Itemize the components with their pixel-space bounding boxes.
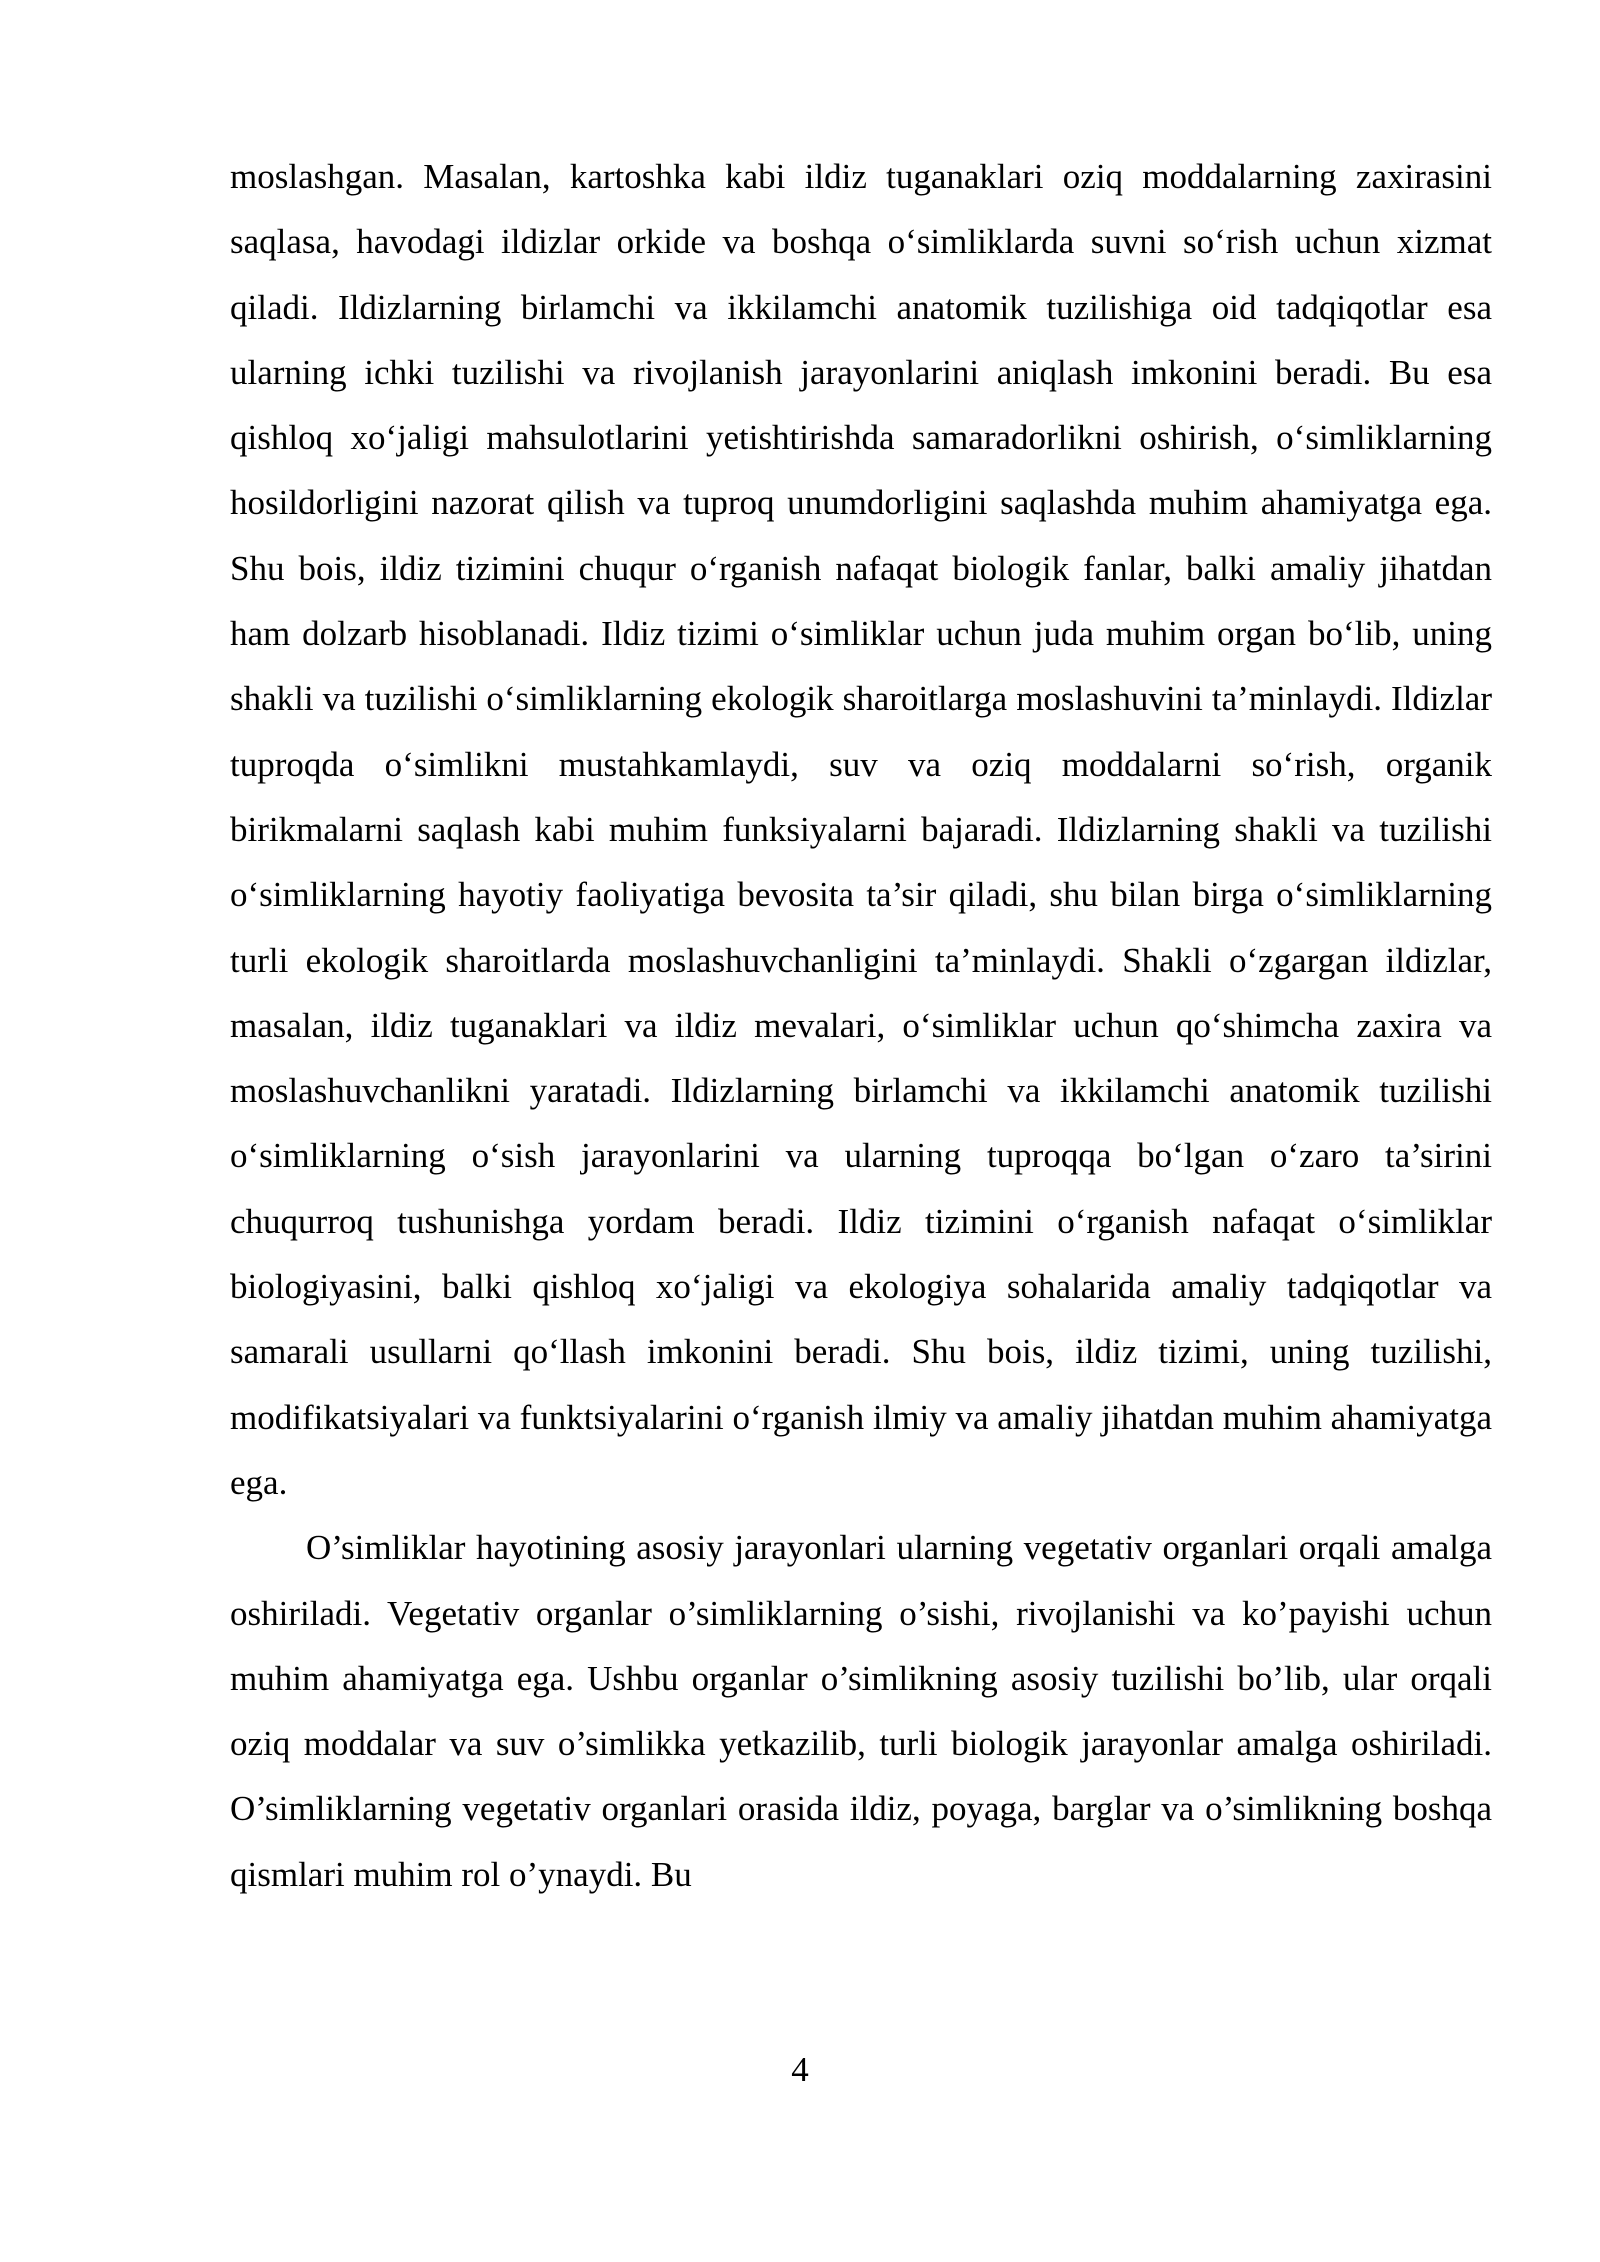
body-text xyxy=(230,144,1492,1907)
paragraph-2: O’simliklar hayotining asosiy jarayonlari ularning vegetativ organlari orqali amalga oshiriladi. Vegetativ organlar o’simliklarning o’sishi, rivojlanishi va ko’payishi uchun muhim ahamiyatga ega. Ushbu organlar o’simlikning asosiy tuzilishi bo’lib, ular orqali oziq moddalar va suv o’simlikka yetkazilib, turli biologik jarayonlar amalga oshiriladi. O’simliklarning vegetativ organlari orasida ildiz, poyaga, barglar va o’simlikning boshqa qismlari muhim rol o’ynaydi. Bu xyxy=(230,1528,1492,1894)
paragraph-1: moslashgan. Masalan, kartoshka kabi ildiz tuganaklari oziq moddalarning zaxirasini saqlasa, havodagi ildizlar orkide va boshqa o‘simliklarda suvni so‘rish uchun xizmat qiladi. Ildizlarning birlamchi va ikkilamchi anatomik tuzilishiga oid tadqiqotlar esa ularning ichki tuzilishi va rivojlanish jarayonlarini aniqlash imkonini beradi. Bu esa qishloq xo‘jaligi mahsulotlarini yetishtirishda samaradorlikni oshirish, o‘simliklarning hosildorligini nazorat qilish va tuproq unumdorligini saqlashda muhim ahamiyatga ega. Shu bois, ildiz tizimini chuqur o‘rganish nafaqat biologik fanlar, balki amaliy jihatdan ham dolzarb hisoblanadi. Ildiz tizimi o‘simliklar uchun juda muhim organ bo‘lib, uning shakli va tuzilishi o‘simliklarning ekologik sharoitlarga moslashuvini ta’minlaydi. Ildizlar tuproqda o‘simlikni mustahkamlaydi, suv va oziq moddalarni so‘rish, organik birikmalarni saqlash kabi muhim funksiyalarni bajaradi. Ildizlarning shakli va tuzilishi o‘simliklarning hayotiy faoliyatiga bevosita ta’sir qiladi, shu bilan birga o‘simliklarning turli ekologik sharoitlarda moslashuvchanligini ta’minlaydi. Shakli o‘zgargan ildizlar, masalan, ildiz tuganaklari va ildiz mevalari, o‘simliklar uchun qo‘shimcha zaxira va moslashuvchanlikni yaratadi. Ildizlarning birlamchi va ikkilamchi anatomik tuzilishi o‘simliklarning o‘sish jarayonlarini va ularning tuproqqa bo‘lgan o‘zaro ta’sirini chuqurroq tushunishga yordam beradi. Ildiz tizimini o‘rganish nafaqat o‘simliklar biologiyasini, balki qishloq xo‘jaligi va ekologiya sohalarida amaliy tadqiqotlar va samarali usullarni qo‘llash imkonini beradi. Shu bois, ildiz tizimi, uning tuzilishi, modifikatsiyalari va funktsiyalarini o‘rganish ilmiy va amaliy jihatdan muhim ahamiyatga ega. xyxy=(230,157,1492,1502)
page-number: 4 xyxy=(791,2050,809,2089)
